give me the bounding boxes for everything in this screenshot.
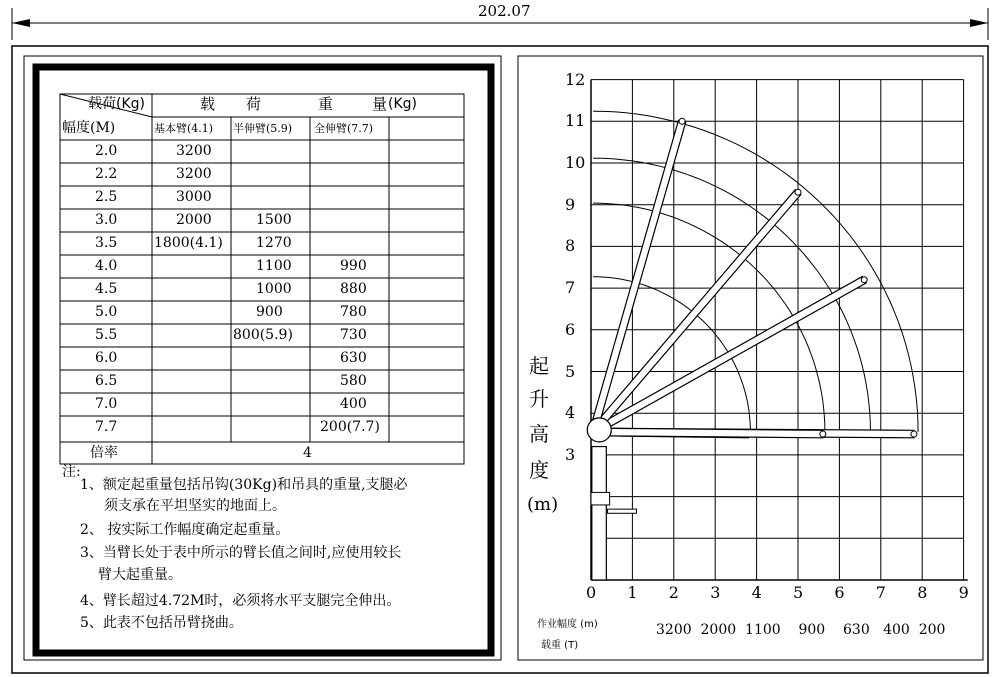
row-half: 1500 <box>256 212 292 228</box>
note-line-2: 2、 按实际工作幅度确定起重量。 <box>80 522 290 538</box>
row-full: 780 <box>340 304 367 320</box>
boom-tip <box>861 277 867 283</box>
ratio-label: 倍率 <box>90 445 118 461</box>
y-tick-label: 10 <box>565 153 586 172</box>
slewing-head <box>587 418 611 442</box>
row-radius: 4.5 <box>95 281 118 297</box>
boom-tip <box>911 431 917 437</box>
boom-tip <box>820 431 826 437</box>
outrigger <box>608 509 637 513</box>
y-tick-label: 6 <box>565 319 576 339</box>
boom <box>593 428 823 438</box>
row-radius: 5.0 <box>95 304 118 320</box>
row-basic: 3000 <box>176 189 212 205</box>
load-label: 载重 (T) <box>541 640 579 651</box>
header-load: 载荷(Kg) <box>88 96 145 112</box>
row-radius: 4.0 <box>95 258 118 274</box>
row-basic: 2000 <box>176 212 212 228</box>
y-tick-label: 9 <box>565 194 576 214</box>
y-axis-label-4: 度 <box>529 458 549 482</box>
y-axis-label-1: 起 <box>529 354 549 378</box>
header-title-char-4: 量 <box>372 95 388 113</box>
ratio-value: 4 <box>303 445 312 461</box>
x-tick-label: 4 <box>751 583 762 602</box>
row-basic: 1800(4.1) <box>154 235 223 251</box>
header-title-char-2: 荷 <box>246 95 262 113</box>
x-tick-label: 8 <box>917 583 928 602</box>
y-axis-label-5: (m) <box>527 494 559 515</box>
y-tick-label: 3 <box>565 444 576 464</box>
y-tick-label: 4 <box>565 403 576 423</box>
x-tick-label: 0 <box>586 583 597 602</box>
sub-header-basic: 基本臂(4.1) <box>154 122 214 135</box>
loads-row: 3200 2000 1100 900 630 400 200 <box>656 622 946 638</box>
sub-header-full: 全伸臂(7.7) <box>314 122 374 135</box>
row-radius: 2.5 <box>95 189 118 205</box>
boom-tip <box>679 118 685 124</box>
x-tick-label: 6 <box>834 583 845 602</box>
radius-label: 作业幅度 (m) <box>537 619 598 630</box>
y-tick-label: 12 <box>565 69 586 89</box>
header-radius: 幅度(M) <box>62 120 116 136</box>
row-basic: 3200 <box>176 143 212 159</box>
note-line-1: 1、额定起重量包括吊钩(30Kg)和吊具的重量,支腿必 <box>80 477 408 493</box>
y-tick-label: 11 <box>565 111 586 131</box>
row-half: 1000 <box>256 281 292 297</box>
row-half: 900 <box>256 304 283 320</box>
row-radius: 6.0 <box>95 350 118 366</box>
row-full: 990 <box>340 258 367 274</box>
row-full: 880 <box>340 281 367 297</box>
y-axis-label-3: 高 <box>529 422 549 446</box>
y-tick-label: 7 <box>565 278 576 298</box>
row-basic: 3200 <box>176 166 212 182</box>
row-full: 730 <box>340 327 367 343</box>
row-full: 400 <box>340 396 367 412</box>
x-tick-label: 9 <box>958 583 969 602</box>
row-half: 1100 <box>256 258 292 274</box>
header-title-unit: (Kg) <box>388 96 417 112</box>
row-radius: 2.2 <box>95 166 118 182</box>
crane-base-plate <box>591 492 610 505</box>
notes-prefix: 注: <box>62 464 81 480</box>
row-radius: 5.5 <box>95 327 118 343</box>
x-tick-label: 5 <box>793 583 804 602</box>
y-axis-label-2: 升 <box>529 387 549 411</box>
y-tick-label: 5 <box>565 361 576 381</box>
header-title-char-1: 载 <box>200 95 216 113</box>
row-radius: 2.0 <box>95 143 118 159</box>
header-title-char-3: 重 <box>318 95 334 113</box>
dimension-label: 202.07 <box>478 2 531 20</box>
x-tick-label: 3 <box>710 583 721 602</box>
x-tick-label: 7 <box>875 583 886 602</box>
row-radius: 3.0 <box>95 212 118 228</box>
row-radius: 7.7 <box>95 419 118 435</box>
note-line-3: 3、当臂长处于表中所示的臂长值之间时,应使用较长 <box>80 545 402 561</box>
row-full: 580 <box>340 373 367 389</box>
crane-column <box>592 447 606 580</box>
note-line-5: 5、此表不包括吊臂挠曲。 <box>80 615 243 631</box>
y-tick-label: 8 <box>565 236 576 256</box>
sub-header-half: 半伸臂(5.9) <box>233 122 293 135</box>
x-tick-label: 2 <box>668 583 679 602</box>
row-full: 630 <box>340 350 367 366</box>
row-radius: 7.0 <box>95 396 118 412</box>
note-line-4: 4、臂长超过4.72M时，必须将水平支腿完全伸出。 <box>80 593 401 609</box>
row-full: 200(7.7) <box>320 419 380 435</box>
row-radius: 6.5 <box>95 373 118 389</box>
note-line-3b: 臂大起重量。 <box>98 567 182 583</box>
row-half: 800(5.9) <box>233 327 293 343</box>
x-tick-label: 1 <box>627 583 638 602</box>
row-radius: 3.5 <box>95 235 118 251</box>
row-half: 1270 <box>256 235 292 251</box>
boom-tip <box>795 189 801 195</box>
note-line-1b: 须支承在平坦坚实的地面上。 <box>104 498 286 514</box>
